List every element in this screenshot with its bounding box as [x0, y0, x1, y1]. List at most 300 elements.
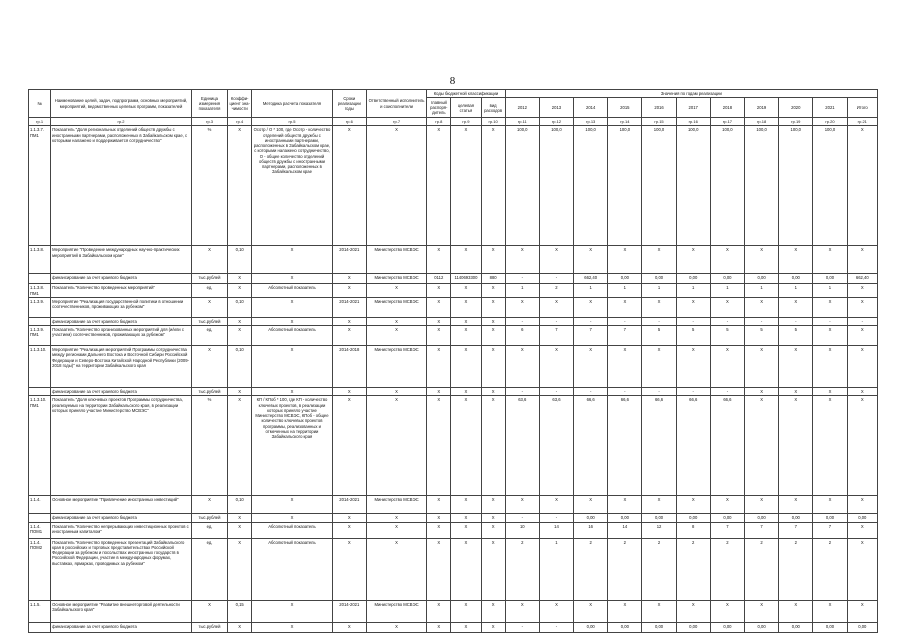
column-number: гр.14 — [608, 118, 642, 126]
cell-value: Х — [642, 246, 676, 274]
cell-exec: Х — [366, 388, 426, 396]
header-year-6: 2018 — [710, 98, 744, 118]
cell-value: - — [676, 388, 710, 396]
cell-value: 1 — [505, 284, 539, 298]
column-number: гр.4 — [228, 118, 252, 126]
cell-period: Х — [332, 388, 366, 396]
column-number: гр.15 — [642, 118, 676, 126]
cell-period: Х — [332, 126, 366, 246]
cell-exec: Х — [366, 126, 426, 246]
cell-exec: Министерство МСВЭС — [366, 496, 426, 514]
cell-value: Х — [847, 326, 877, 346]
cell-value: - — [745, 317, 779, 325]
cell-period: 2014-2021 — [332, 600, 366, 622]
cell-value: 7 — [745, 522, 779, 538]
cell-value: 7 — [539, 326, 573, 346]
cell-value: Х — [847, 522, 877, 538]
cell-k3: Х — [481, 246, 505, 274]
cell-period: 2014-2021 — [332, 297, 366, 317]
cell-value: Х — [710, 496, 744, 514]
cell-k1: Х — [427, 126, 451, 246]
cell-value: 2 — [745, 538, 779, 600]
cell-method: Х — [252, 622, 332, 632]
cell-value: 100,0 — [710, 126, 744, 246]
table-row — [29, 496, 878, 514]
cell-value: 12 — [642, 522, 676, 538]
cell-method: КП / КПоб * 100, где КП - количество ключевых проектов, в реализации которых приняло участие Министерство МСВЭС, КПоб - общее количество ключевых проектов программы, реализованных и отмеченных на территории Забайкальского края — [252, 396, 332, 496]
cell-value: 0,00 — [745, 622, 779, 632]
cell-coef: Х — [228, 388, 252, 396]
cell-value: 66,6 — [608, 396, 642, 496]
cell-k3: Х — [481, 496, 505, 514]
cell-value: 66,6 — [642, 396, 676, 496]
cell-method: Х — [252, 274, 332, 284]
cell-value: - — [813, 317, 847, 325]
cell-value: 1 — [745, 284, 779, 298]
cell-value: 1 — [813, 284, 847, 298]
cell-value: - — [505, 388, 539, 396]
cell-value: Х — [676, 297, 710, 317]
cell-value: 0,00 — [813, 274, 847, 284]
cell-k3: 880 — [481, 274, 505, 284]
cell-k1: Х — [427, 388, 451, 396]
cell-unit: ед. — [191, 522, 227, 538]
cell-value: 1 — [676, 284, 710, 298]
cell-value: Х — [813, 396, 847, 496]
cell-no — [29, 274, 51, 284]
cell-k3: Х — [481, 388, 505, 396]
table-row — [29, 326, 878, 346]
cell-value: Х — [745, 346, 779, 388]
cell-value: 1 — [539, 538, 573, 600]
cell-value: Х — [813, 388, 847, 396]
cell-unit: Х — [191, 297, 227, 317]
cell-value: 662,40 — [847, 274, 877, 284]
cell-k3: Х — [481, 538, 505, 600]
column-number: гр.3 — [191, 118, 227, 126]
cell-value: 1 — [608, 284, 642, 298]
cell-value: Х — [847, 126, 877, 246]
cell-name: Показатель "Количество организованных мероприятий для (и/или с участием) соотечественников, проживающих за рубежом" — [51, 326, 192, 346]
header-method: Методика расчета показателя — [252, 90, 332, 118]
cell-name: финансирование за счет краевого бюджета — [51, 622, 192, 632]
cell-k1: Х — [427, 514, 451, 522]
cell-value: Х — [779, 600, 813, 622]
cell-period: 2014-2018 — [332, 346, 366, 388]
cell-unit: Х — [191, 600, 227, 622]
column-number: гр.5 — [252, 118, 332, 126]
cell-period: Х — [332, 396, 366, 496]
program-table — [28, 89, 878, 633]
cell-period: Х — [332, 274, 366, 284]
cell-period: Х — [332, 514, 366, 522]
cell-value: 2 — [779, 538, 813, 600]
cell-unit: тыс.рублей — [191, 317, 227, 325]
cell-exec: Х — [366, 396, 426, 496]
cell-value: 5 — [676, 326, 710, 346]
cell-unit: ед. — [191, 326, 227, 346]
cell-value: 100,0 — [608, 126, 642, 246]
cell-value: 7 — [608, 326, 642, 346]
cell-k2: 1140693300 — [451, 274, 481, 284]
cell-unit: Х — [191, 246, 227, 274]
cell-exec: Министерство МСВЭС — [366, 600, 426, 622]
cell-value: 16 — [574, 522, 608, 538]
cell-value: Х — [847, 600, 877, 622]
cell-k1: Х — [427, 346, 451, 388]
column-number: гр.10 — [481, 118, 505, 126]
cell-k2: Х — [451, 622, 481, 632]
cell-value: 5 — [642, 326, 676, 346]
cell-value: 100,0 — [779, 126, 813, 246]
cell-value: Х — [676, 496, 710, 514]
cell-k1: Х — [427, 284, 451, 298]
cell-k1: Х — [427, 297, 451, 317]
cell-no — [29, 514, 51, 522]
cell-k2: Х — [451, 346, 481, 388]
cell-value: Х — [847, 246, 877, 274]
cell-k2: Х — [451, 514, 481, 522]
cell-exec: Х — [366, 622, 426, 632]
cell-coef: Х — [228, 538, 252, 600]
cell-unit: % — [191, 396, 227, 496]
cell-period: 2014-2021 — [332, 246, 366, 274]
table-row — [29, 514, 878, 522]
header-year-2: 2014 — [574, 98, 608, 118]
cell-value: - — [608, 388, 642, 396]
column-number: гр.7 — [366, 118, 426, 126]
cell-value: Х — [608, 246, 642, 274]
cell-value: - — [539, 274, 573, 284]
header-year-1: 2013 — [539, 98, 573, 118]
cell-value: 2 — [642, 538, 676, 600]
cell-value: - — [642, 388, 676, 396]
cell-value: 8 — [676, 522, 710, 538]
cell-value: 0,00 — [608, 514, 642, 522]
cell-unit: тыс.рублей — [191, 622, 227, 632]
cell-value: 0,00 — [642, 274, 676, 284]
header-period: Сроки реализации годы — [332, 90, 366, 118]
header-unit: Единица измерения показателя — [191, 90, 227, 118]
cell-value: 5 — [779, 326, 813, 346]
cell-value: - — [710, 317, 744, 325]
column-number: гр.13 — [574, 118, 608, 126]
column-number: гр.18 — [745, 118, 779, 126]
cell-value: Х — [642, 346, 676, 388]
cell-value: Х — [745, 297, 779, 317]
cell-value: 0,00 — [847, 514, 877, 522]
cell-value: Х — [813, 600, 847, 622]
cell-k3: Х — [481, 522, 505, 538]
cell-value: 2 — [676, 538, 710, 600]
cell-value: Х — [642, 297, 676, 317]
cell-value: Х — [574, 297, 608, 317]
header-year-3: 2015 — [608, 98, 642, 118]
cell-k2: Х — [451, 126, 481, 246]
cell-no: 1.1.3.8. ПМ1 — [29, 284, 51, 298]
cell-name: Мероприятие "Реализация мероприятий Программы сотрудничества между регионами Дальнего Востока и Восточной Сибири Российской Федерации и Северо-Востока Китайской Народной Республики (2009-2018 годы)" на территории Забайкальского края — [51, 346, 192, 388]
cell-value: Х — [608, 346, 642, 388]
column-number: гр.20 — [813, 118, 847, 126]
cell-exec: Х — [366, 538, 426, 600]
cell-coef: Х — [228, 284, 252, 298]
header-kbk-1: целевая статья — [451, 98, 481, 118]
cell-coef: 0,10 — [228, 246, 252, 274]
cell-k2: Х — [451, 600, 481, 622]
cell-value: 0,00 — [574, 622, 608, 632]
cell-no: 1.1.3.10. ПМ1 — [29, 396, 51, 496]
cell-value: 100,0 — [574, 126, 608, 246]
cell-coef: Х — [228, 622, 252, 632]
cell-value: 7 — [779, 522, 813, 538]
cell-value: 100,0 — [676, 126, 710, 246]
cell-k1: Х — [427, 522, 451, 538]
cell-value: Х — [642, 600, 676, 622]
cell-k2: Х — [451, 317, 481, 325]
cell-no: 1.1.4. ПОМ2 — [29, 538, 51, 600]
cell-value: 0,00 — [642, 514, 676, 522]
cell-coef: 0,10 — [228, 346, 252, 388]
cell-k3: Х — [481, 326, 505, 346]
cell-value: Х — [813, 297, 847, 317]
cell-k2: Х — [451, 246, 481, 274]
table-header — [29, 90, 878, 126]
cell-value: - — [505, 317, 539, 325]
cell-no: 1.1.3.9. ПМ1 — [29, 326, 51, 346]
cell-value: Х — [505, 346, 539, 388]
column-number: гр.11 — [505, 118, 539, 126]
cell-k2: Х — [451, 388, 481, 396]
column-number: гр.6 — [332, 118, 366, 126]
cell-k3: Х — [481, 600, 505, 622]
cell-k3: Х — [481, 126, 505, 246]
cell-coef: Х — [228, 126, 252, 246]
cell-value: - — [539, 317, 573, 325]
cell-value: Х — [779, 496, 813, 514]
table-row — [29, 600, 878, 622]
cell-k2: Х — [451, 496, 481, 514]
cell-k1: Х — [427, 246, 451, 274]
cell-value: 0,00 — [574, 514, 608, 522]
cell-period: Х — [332, 538, 366, 600]
cell-value: Х — [847, 496, 877, 514]
cell-coef: Х — [228, 522, 252, 538]
cell-value: 100,0 — [642, 126, 676, 246]
header-year-0: 2012 — [505, 98, 539, 118]
header-year-5: 2017 — [676, 98, 710, 118]
cell-period: Х — [332, 284, 366, 298]
cell-k1: Х — [427, 317, 451, 325]
cell-name: Основное мероприятие "Привлечение иностранных инвестиций" — [51, 496, 192, 514]
cell-value: 0,00 — [608, 274, 642, 284]
cell-value: Х — [710, 246, 744, 274]
cell-value: 66,6 — [574, 396, 608, 496]
cell-k2: Х — [451, 297, 481, 317]
cell-period: Х — [332, 326, 366, 346]
cell-value: 0,00 — [779, 622, 813, 632]
column-number: гр.16 — [676, 118, 710, 126]
cell-value: 2 — [574, 538, 608, 600]
header-year-4: 2016 — [642, 98, 676, 118]
cell-no: 1.1.4. ПОМ1 — [29, 522, 51, 538]
cell-period: 2014-2021 — [332, 496, 366, 514]
cell-value: 2 — [608, 538, 642, 600]
cell-value: Х — [813, 246, 847, 274]
cell-coef: Х — [228, 396, 252, 496]
column-number: гр.21 — [847, 118, 877, 126]
cell-value: Х — [608, 297, 642, 317]
header-kbk-group: Коды бюджетной классификации — [427, 90, 505, 98]
cell-value: 66,6 — [676, 396, 710, 496]
cell-value: Х — [779, 388, 813, 396]
cell-method: Осотр / О * 100, где Осотр - количество отделений обществ дружбы с иностранными партнерами, расположенных в Забайкальском крае, с которыми налажено сотрудничество, О - общее количество отделений обществ дружбы с иностранными партнерами, расположенных в Забайкальском крае — [252, 126, 332, 246]
cell-value: Х — [642, 496, 676, 514]
cell-value: Х — [539, 246, 573, 274]
cell-k2: Х — [451, 284, 481, 298]
cell-value: 1 — [710, 284, 744, 298]
cell-value: 0,00 — [813, 622, 847, 632]
cell-k3: Х — [481, 622, 505, 632]
cell-value: 6 — [505, 326, 539, 346]
cell-value: 1 — [574, 284, 608, 298]
column-number: гр.8 — [427, 118, 451, 126]
cell-k2: Х — [451, 326, 481, 346]
cell-value: 0,00 — [676, 622, 710, 632]
cell-value: Х — [676, 246, 710, 274]
cell-no: 1.1.4. — [29, 496, 51, 514]
cell-method: Х — [252, 496, 332, 514]
cell-k3: Х — [481, 346, 505, 388]
cell-coef: 0,15 — [228, 600, 252, 622]
cell-value: Х — [847, 538, 877, 600]
cell-value: 2 — [505, 538, 539, 600]
cell-k1: Х — [427, 538, 451, 600]
cell-value: Х — [539, 346, 573, 388]
cell-value: - — [539, 622, 573, 632]
cell-value: Х — [813, 326, 847, 346]
cell-period: Х — [332, 522, 366, 538]
cell-unit: тыс.рублей — [191, 274, 227, 284]
cell-name: Показатель "Количество проведенных презентаций Забайкальского края в российских и торговых представительствах Российской Федерации за рубежом и посольствах иностранных государств в Российской Федерации, участие в международных форумах, выставках, ярмарках, проводимых за рубежом" — [51, 538, 192, 600]
cell-value: 2 — [539, 284, 573, 298]
table-row — [29, 126, 878, 246]
column-number: гр.9 — [451, 118, 481, 126]
cell-unit: ед. — [191, 284, 227, 298]
cell-k3: Х — [481, 284, 505, 298]
header-kbk-2: вид расходов — [481, 98, 505, 118]
cell-value: 5 — [745, 326, 779, 346]
cell-value: - — [505, 274, 539, 284]
cell-unit: % — [191, 126, 227, 246]
cell-no: 1.1.5. — [29, 600, 51, 622]
cell-method: Х — [252, 514, 332, 522]
cell-value: 100,0 — [539, 126, 573, 246]
cell-no: 1.1.3.7. ПМ1 — [29, 126, 51, 246]
cell-value: - — [574, 317, 608, 325]
table-row — [29, 317, 878, 325]
table-row — [29, 622, 878, 632]
cell-value: Х — [847, 297, 877, 317]
cell-k1: Х — [427, 326, 451, 346]
cell-method: Абсолютный показатель — [252, 284, 332, 298]
cell-value: Х — [779, 396, 813, 496]
cell-value: Х — [539, 600, 573, 622]
cell-value: Х — [847, 396, 877, 496]
cell-value: 0,00 — [745, 274, 779, 284]
cell-value: Х — [608, 496, 642, 514]
cell-value: 1 — [642, 284, 676, 298]
cell-value: 0,00 — [676, 274, 710, 284]
cell-k3: Х — [481, 514, 505, 522]
cell-value: Х — [745, 496, 779, 514]
cell-name: Основное мероприятие "Развитие внешнеторговой деятельности Забайкальского края" — [51, 600, 192, 622]
cell-value: - — [779, 317, 813, 325]
cell-value: 0,00 — [847, 622, 877, 632]
cell-coef: 0,10 — [228, 297, 252, 317]
column-number: гр.2 — [51, 118, 192, 126]
cell-value: Х — [574, 346, 608, 388]
cell-k2: Х — [451, 538, 481, 600]
cell-value: - — [574, 388, 608, 396]
table-row — [29, 284, 878, 298]
header-values-group: Значения по годам реализации — [505, 90, 877, 98]
cell-k3: Х — [481, 317, 505, 325]
cell-method: Х — [252, 317, 332, 325]
header-exec: Ответственный исполнитель и соисполнители — [366, 90, 426, 118]
cell-value: 100,0 — [745, 126, 779, 246]
cell-value: 7 — [813, 522, 847, 538]
cell-value: 2 — [710, 538, 744, 600]
header-kbk-0: главный распоря-дитель — [427, 98, 451, 118]
table-row — [29, 538, 878, 600]
cell-value: 66,6 — [710, 396, 744, 496]
header-no: № — [29, 90, 51, 118]
cell-coef: Х — [228, 317, 252, 325]
cell-value: 0,00 — [779, 274, 813, 284]
cell-exec: Министерство МСВЭС — [366, 274, 426, 284]
cell-k1: Х — [427, 396, 451, 496]
cell-value: Х — [745, 396, 779, 496]
cell-value: 5 — [710, 326, 744, 346]
table-body — [29, 126, 878, 632]
cell-value: Х — [505, 246, 539, 274]
cell-method: Абсолютный показатель — [252, 538, 332, 600]
cell-period: Х — [332, 317, 366, 325]
cell-value: 2 — [813, 538, 847, 600]
cell-method: Х — [252, 246, 332, 274]
cell-value: 10 — [505, 522, 539, 538]
cell-k2: Х — [451, 522, 481, 538]
cell-name: Мероприятие "Проведение международных научно-практических мероприятий в Забайкальском крае" — [51, 246, 192, 274]
cell-k2: Х — [451, 396, 481, 496]
cell-coef: Х — [228, 326, 252, 346]
cell-coef: Х — [228, 274, 252, 284]
cell-value: 7 — [710, 522, 744, 538]
cell-method: Х — [252, 346, 332, 388]
cell-value: Х — [608, 600, 642, 622]
cell-value: Х — [745, 600, 779, 622]
cell-value: Х — [813, 346, 847, 388]
cell-value: - — [608, 317, 642, 325]
cell-value: Х — [813, 496, 847, 514]
cell-unit: тыс.рублей — [191, 388, 227, 396]
cell-name: Показатель "Доля региональных отделений обществ дружбы с иностранными партнерами, расположенных в Забайкальском крае, с которыми налажено и поддерживается сотрудничество" — [51, 126, 192, 246]
table-row — [29, 388, 878, 396]
cell-name: финансирование за счет краевого бюджета — [51, 514, 192, 522]
cell-value: Х — [505, 496, 539, 514]
cell-value: Х — [779, 297, 813, 317]
cell-k3: Х — [481, 396, 505, 496]
